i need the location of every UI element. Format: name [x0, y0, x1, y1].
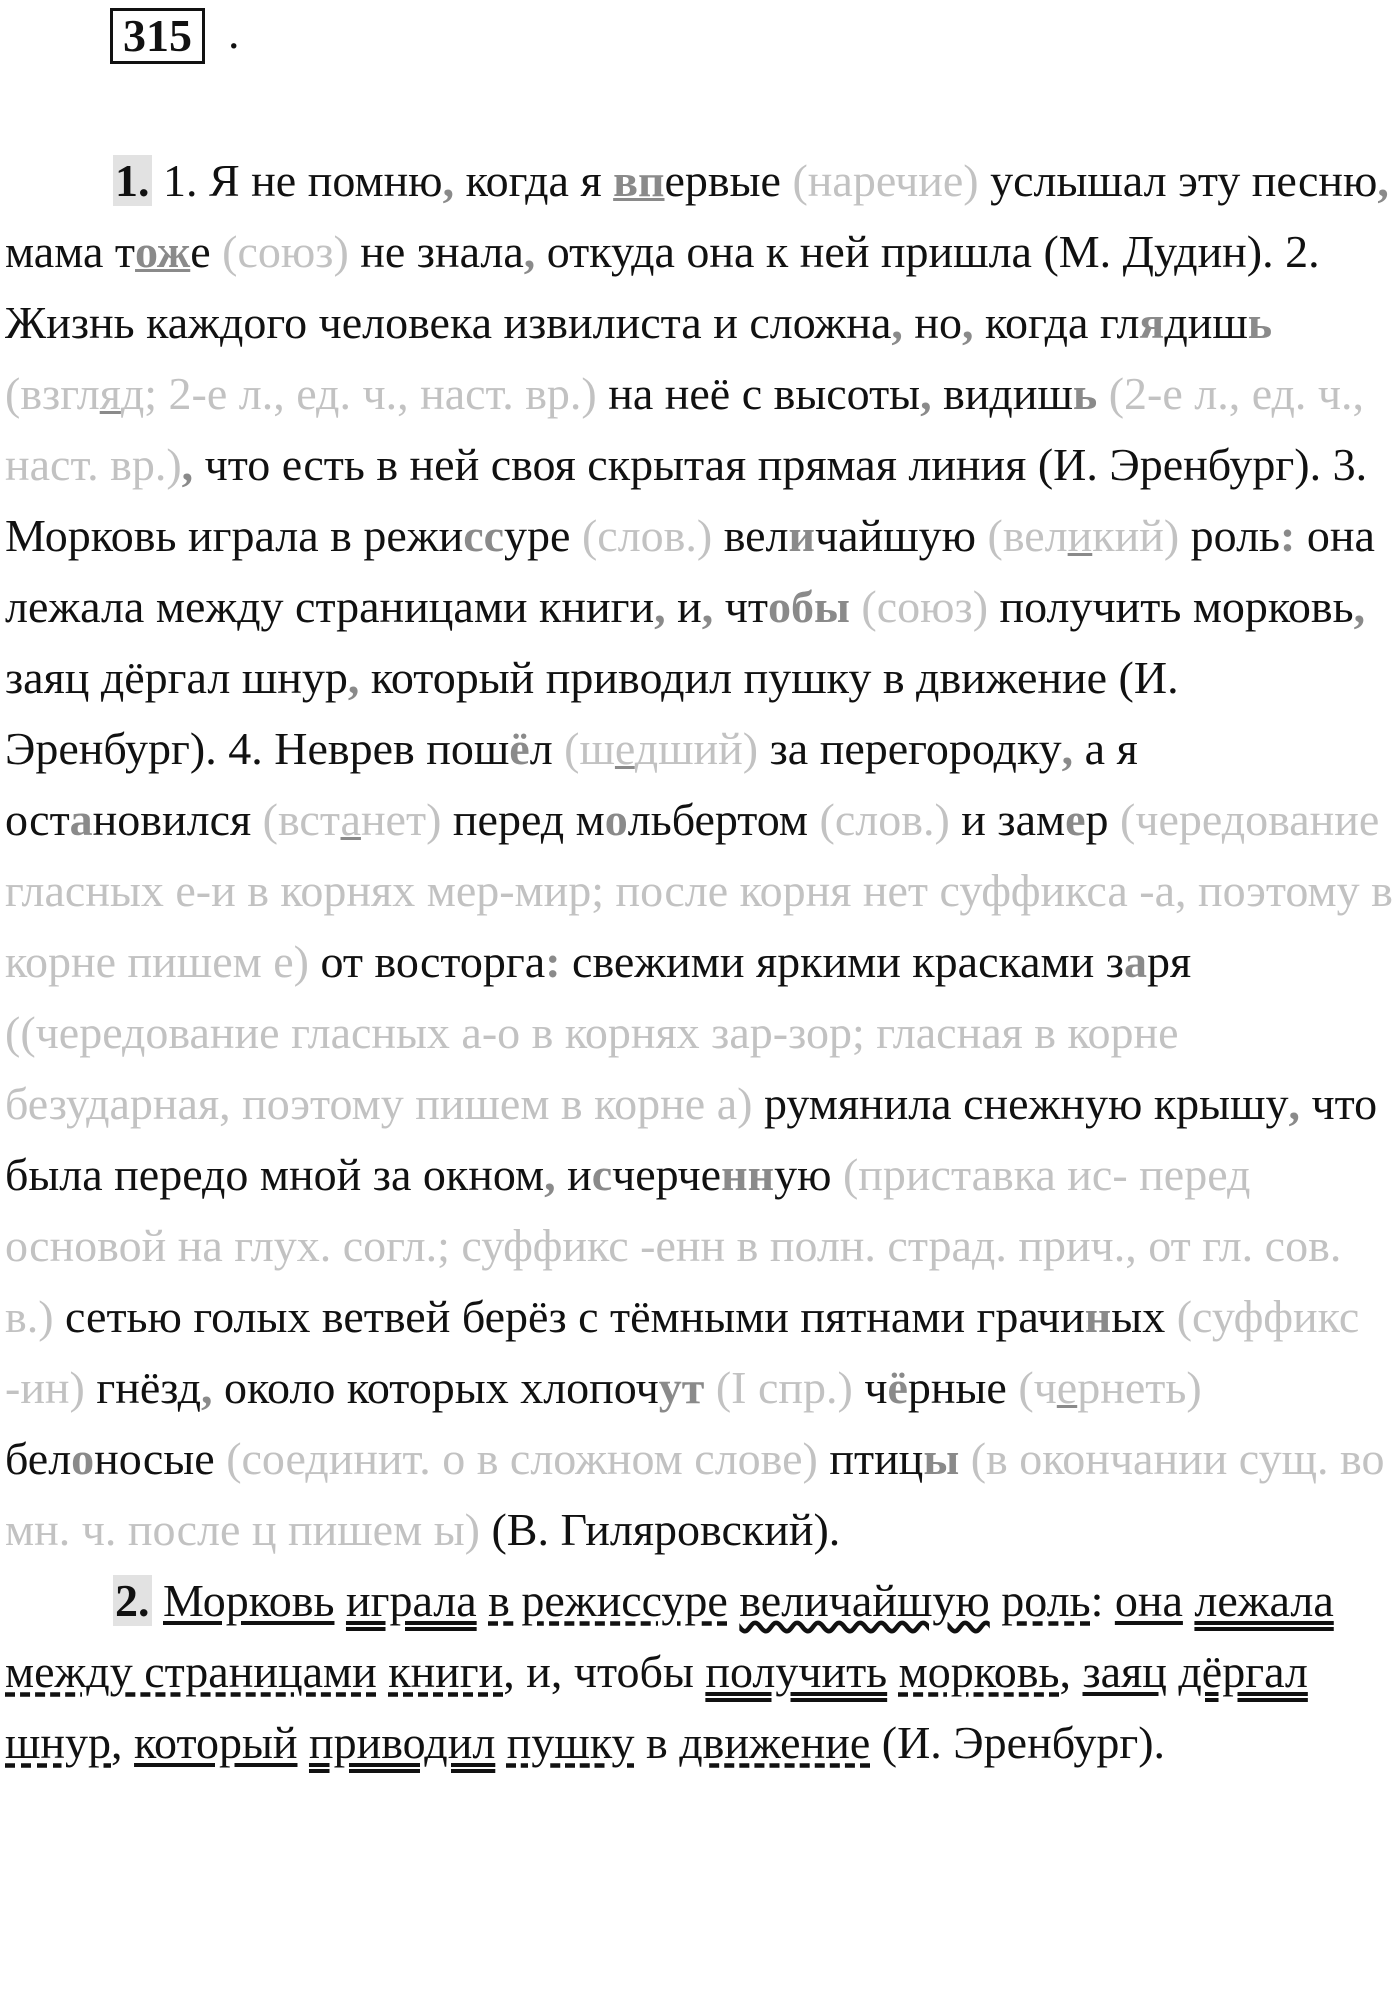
part1-segment: птиц — [817, 1433, 924, 1484]
part1-segment: (слов.) — [581, 510, 713, 561]
part1-segment: бел — [5, 1433, 72, 1484]
part-2-paragraph — [5, 1565, 1395, 1778]
part2-segment: приводил — [308, 1717, 496, 1768]
part1-segment: ь — [1247, 297, 1273, 348]
part2-segment — [990, 1575, 1002, 1626]
part2-segment — [728, 1575, 740, 1626]
part1-segment: рные — [907, 1362, 1019, 1413]
part1-segment: получить морковь — [988, 581, 1354, 632]
part-2-text — [5, 1575, 1334, 1768]
part1-segment: (соединит. о в сложном слове) — [226, 1433, 818, 1484]
part2-segment — [1183, 1575, 1195, 1626]
part1-segment: (ч — [1018, 1362, 1057, 1413]
part1-segment: (2-е л., ед. ч., наст. вр.) — [5, 368, 1365, 490]
part1-segment: о — [71, 1433, 95, 1484]
part1-segment: ь — [1072, 368, 1098, 419]
part-1-label: 1. — [115, 155, 150, 206]
part1-segment: ё — [887, 1362, 908, 1413]
part1-segment: около которых хлопоч — [212, 1362, 659, 1413]
part1-segment: (В. Гиляровский). — [479, 1504, 841, 1555]
part1-segment: и — [665, 581, 702, 632]
part1-segment: (вст — [262, 794, 341, 845]
part1-segment: ё — [509, 723, 530, 774]
part1-segment: но — [902, 297, 963, 348]
part1-segment: (союз) — [222, 226, 349, 277]
part1-segment: когда я — [454, 155, 614, 206]
part1-segment: от восторга — [308, 936, 546, 987]
part2-segment: движение — [679, 1717, 871, 1768]
part1-segment: , — [1061, 723, 1074, 774]
part1-segment: (приставка ис- перед основой на глух. согл.; суффикс -енн в полн. страд. прич., от гл. сов. в.) — [5, 1149, 1342, 1342]
part2-segment: пушку — [506, 1717, 635, 1768]
part1-segment: ервые — [664, 155, 793, 206]
part1-segment: , — [962, 297, 974, 348]
part2-segment: Морковь — [163, 1575, 335, 1626]
part1-segment: , — [523, 226, 536, 277]
part1-segment: не знала — [348, 226, 524, 277]
part1-segment: когда гл — [973, 297, 1140, 348]
part1-segment: ож — [135, 226, 191, 277]
part1-segment: : — [1280, 510, 1296, 561]
part1-segment: услышал эту песню — [978, 155, 1378, 206]
part1-segment: о — [604, 794, 628, 845]
part1-segment: ых — [1111, 1291, 1177, 1342]
part2-segment — [477, 1575, 489, 1626]
part1-segment: , — [1377, 155, 1389, 206]
part2-segment: , и, чтобы — [503, 1646, 706, 1697]
part1-segment: 1. Я не помню — [163, 155, 443, 206]
part1-segment: , — [1288, 1078, 1300, 1129]
part1-segment: (в окончании сущ. во мн. ч. после ц пишем ы) — [5, 1433, 1385, 1555]
part1-segment: перед м — [441, 794, 605, 845]
part1-segment: е — [1065, 794, 1086, 845]
part2-segment: роль — [1001, 1575, 1091, 1626]
part1-segment: я — [99, 368, 121, 419]
part1-segment: нет) — [360, 794, 442, 845]
part2-segment — [297, 1717, 309, 1768]
part1-segment: (I спр.) — [715, 1362, 853, 1413]
part1-segment: , — [544, 1149, 556, 1200]
part1-segment: дший) — [634, 723, 759, 774]
part2-segment: величайшую — [739, 1575, 990, 1626]
part1-segment: диш — [1164, 297, 1248, 348]
part2-segment: книги — [388, 1646, 504, 1697]
exercise-number: 315 — [110, 8, 205, 64]
part1-segment: и — [1067, 510, 1093, 561]
part1-segment: вел — [712, 510, 789, 561]
part1-segment — [704, 1362, 716, 1413]
part1-segment: (ш — [564, 723, 615, 774]
part2-segment: морковь — [898, 1646, 1060, 1697]
part1-segment: ут — [658, 1362, 705, 1413]
part1-segment: н — [1084, 1291, 1112, 1342]
part1-segment — [1097, 368, 1109, 419]
part1-segment: рнеть) — [1077, 1362, 1202, 1413]
part1-segment: , — [654, 581, 666, 632]
part1-segment: румянила снежную крышу — [752, 1078, 1289, 1129]
part2-segment: в — [634, 1717, 680, 1768]
part1-segment: и зам — [949, 794, 1066, 845]
part1-segment: видиш — [931, 368, 1073, 419]
part1-segment: , — [442, 155, 455, 206]
part1-segment: : — [545, 936, 561, 987]
part1-segment: роль — [1179, 510, 1280, 561]
part1-segment: ря — [1146, 936, 1192, 987]
part1-segment: (суффикс -ин) — [5, 1291, 1360, 1413]
part1-segment: е — [614, 723, 635, 774]
part2-segment — [495, 1717, 507, 1768]
part2-segment: дёргал — [1178, 1646, 1308, 1697]
part1-segment: льбертом — [627, 794, 820, 845]
part1-segment: , — [201, 1362, 213, 1413]
part1-segment: ч — [852, 1362, 888, 1413]
part2-segment: в режиссуре — [488, 1575, 728, 1626]
part1-segment: заяц дёргал шнур — [5, 652, 348, 703]
part2-segment: который — [134, 1717, 298, 1768]
part1-segment: а я ост — [5, 723, 1138, 845]
part1-segment: (союз) — [861, 581, 989, 632]
part1-segment: р — [1085, 794, 1121, 845]
part1-segment: ую — [774, 1149, 843, 1200]
part1-segment: ы — [923, 1433, 960, 1484]
part1-segment: а — [340, 794, 361, 845]
part1-segment: а — [1123, 936, 1147, 987]
part1-segment: нн — [721, 1149, 775, 1200]
part-1-paragraph — [5, 145, 1395, 1565]
part1-segment: откуда она к ней пришла (М. Дудин). 2. Жизнь каждого человека извилиста и сложна — [5, 226, 1320, 348]
part2-segment: получить — [705, 1646, 888, 1697]
part1-segment: носые — [94, 1433, 227, 1484]
part2-segment: , — [1059, 1646, 1083, 1697]
part2-segment: , — [111, 1717, 135, 1768]
part1-segment: сетью голых ветвей берёз с тёмными пятнами грачи — [53, 1291, 1085, 1342]
part2-segment: она — [1114, 1575, 1183, 1626]
part2-segment: между страницами — [5, 1646, 377, 1697]
part1-segment: я — [1139, 297, 1165, 348]
part1-segment: свежими яркими красками з — [560, 936, 1124, 987]
part1-segment: она лежала между страницами книги — [5, 510, 1375, 632]
part2-segment: играла — [345, 1575, 477, 1626]
part1-segment: на неё с высоты — [596, 368, 921, 419]
part1-segment: а — [69, 794, 93, 845]
part1-segment: черче — [612, 1149, 722, 1200]
part1-segment: (слов.) — [819, 794, 950, 845]
part2-segment: : — [1090, 1575, 1115, 1626]
part1-segment: что была передо мной за окном — [5, 1078, 1378, 1200]
part1-segment: мама т — [5, 226, 136, 277]
part1-segment: за перегородку — [758, 723, 1062, 774]
exercise-number-dot: . — [228, 7, 240, 58]
part1-segment: вп — [613, 155, 665, 206]
part1-segment: и — [788, 510, 816, 561]
part1-segment: д; 2-е л., ед. ч., наст. вр.) — [120, 368, 597, 419]
part1-segment: сс — [463, 510, 505, 561]
part1-segment: чт — [713, 581, 768, 632]
part1-segment: , — [347, 652, 360, 703]
part1-segment: (взгл — [5, 368, 100, 419]
part1-segment: (наречие) — [792, 155, 979, 206]
part1-segment: что есть в ней своя скрытая прямая линия (И. Эренбург). 3. Морковь играла в режи — [5, 439, 1368, 561]
part2-segment: шнур — [5, 1717, 112, 1768]
part1-segment — [959, 1433, 971, 1484]
part-2-label: 2. — [115, 1575, 150, 1626]
part1-segment: ((чередование гласных а-о в корнях зар-зор; гласная в корне безударная, поэтому пишем в корне а) — [5, 1007, 1179, 1129]
part2-segment — [887, 1646, 899, 1697]
part2-segment — [377, 1646, 389, 1697]
part1-segment: , — [181, 439, 194, 490]
part1-segment: е — [1056, 1362, 1078, 1413]
part1-segment: с — [591, 1149, 613, 1200]
part1-segment: кий) — [1092, 510, 1180, 561]
part1-segment: уре — [504, 510, 582, 561]
part1-segment: л — [529, 723, 565, 774]
part1-segment: гнёзд — [84, 1362, 202, 1413]
part1-segment: и — [555, 1149, 592, 1200]
part1-segment: (чередование гласных е-и в корнях мер-мир; после корня нет суффикса -а, поэтому в корне пишем е) — [5, 794, 1393, 987]
part2-segment — [1167, 1646, 1179, 1697]
part1-segment: (вел — [987, 510, 1068, 561]
part1-segment — [850, 581, 862, 632]
document-body — [5, 145, 1395, 1778]
part2-segment — [334, 1575, 346, 1626]
part1-segment: обы — [768, 581, 850, 632]
part1-segment: чайшую — [815, 510, 988, 561]
part2-segment: лежала — [1194, 1575, 1334, 1626]
part1-segment: , — [920, 368, 932, 419]
part1-segment: который приводил пушку в движение (И. Эренбург). 4. Неврев пош — [5, 652, 1179, 774]
part2-segment: (И. Эренбург). — [870, 1717, 1166, 1768]
part-1-text — [5, 155, 1393, 1555]
part2-segment: заяц — [1082, 1646, 1167, 1697]
part1-segment: , — [701, 581, 714, 632]
part1-segment: , — [891, 297, 903, 348]
part1-segment: , — [1353, 581, 1366, 632]
part1-segment: новился — [92, 794, 263, 845]
part1-segment: е — [190, 226, 223, 277]
